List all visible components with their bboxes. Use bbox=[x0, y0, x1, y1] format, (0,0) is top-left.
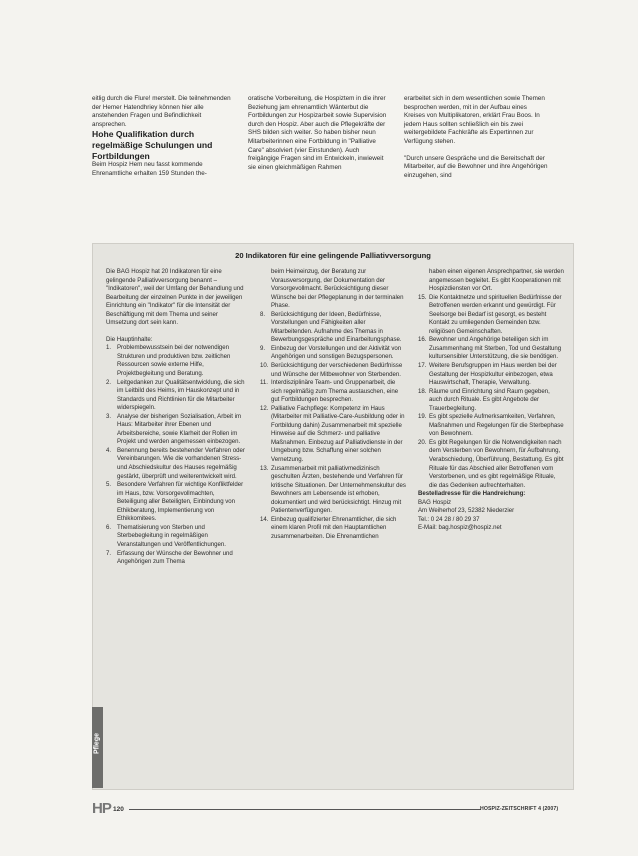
top-column-2 bbox=[248, 95, 390, 172]
indicator-item bbox=[106, 481, 246, 524]
indicator-text: Palliative Fachpflege: Kompetenz im Haus (Mitarbeiter mit Palliative-Care-Ausbildung oder in Fortbildung dahin) Zusammenarbeit mit spezielle Hinweise auf die Schmerz- und palliative Maßnahmen. Einbezug auf Palliativdienste in der Umgebung bzw. Schaffung einer solchen Vernetzung. bbox=[271, 404, 405, 464]
address-line: Tel.: 0 24 28 / 80 29 37 bbox=[418, 515, 480, 523]
indicator-item bbox=[418, 294, 564, 337]
indicator-text: Erfassung der Wünsche der Bewohner und Angehörigen zum Thema bbox=[117, 549, 233, 566]
indicator-text: Die Kontaktnetze und spirituellen Bedürfnisse der Betroffenen werden erkannt und gewürdigt. Für Seelsorge bei Bedarf ist gesorgt, es besteht Kontakt zu umliegenden Gemeinden bzw. religiösen Gemeinschaften. bbox=[429, 293, 562, 335]
indicator-item bbox=[106, 344, 246, 378]
indicator-text: Benennung bereits bestehender Verfahren oder Vereinbarungen. Wie die vorhandenen Stress- und Abschiedskultur des Hauses regelmäßig gestärkt, überprüft und weiterentwickelt wird. bbox=[117, 446, 245, 480]
address-line: Am Weiherhof 23, 52382 Niederzier bbox=[418, 507, 515, 515]
indicator-number: 16. bbox=[418, 336, 427, 344]
box-intro: Die BAG Hospiz hat 20 Indikatoren für eine gelingende Palliativversorgung benannt – "Indikatoren", weil der Umfang der Behandlung und Bearbeitung der einzelnen Punkte in der jeweiligen Einrichtung ein "Indikator" für die Intensität der Beschäftigung mit dem Thema und seiner Umsetzung dort sein kann. bbox=[106, 268, 244, 327]
indicator-text: Berücksichtigung der verschiedenen Bedürfnisse und Wünsche der Mitbewohner von Sterbenden. bbox=[271, 362, 403, 378]
box-column-2 bbox=[260, 268, 406, 542]
indicator-item bbox=[260, 516, 406, 542]
body-text: Beim Hospiz Hem neu fasst kommende Ehrenamtliche erhalten 159 Stunden the- bbox=[92, 161, 207, 177]
indicator-item bbox=[106, 447, 246, 481]
indicator-text: Leitgedanken zur Qualitätsentwicklung, die sich im Leitbild des Heims, im Hauskonzept und in Standards und Richtlinien für die Mitarbeiter widerspiegeln. bbox=[117, 378, 245, 412]
top-column-3 bbox=[404, 95, 548, 180]
indicator-text: Besondere Verfahren für wichtige Konfliktfelder im Haus, bzw. Vorsorgevollmachten, Beteiligung aller Beteiligten, Einbindung von Ethikberatung, Implementierung von Ethikkomitees. bbox=[117, 481, 244, 523]
indicator-item bbox=[418, 413, 564, 439]
box-title: 20 Indikatoren für eine gelingende Palliativversorgung bbox=[235, 251, 431, 260]
body-text: eitlig durch die Flure! merstelt. Die teilnehmenden der Hemer Hatendhriey können hier alle anstehenden Fragen und Befindlichkeit ansprechen. bbox=[92, 95, 231, 128]
indicator-number: 8. bbox=[260, 310, 266, 318]
address-line: BAG Hospiz bbox=[418, 498, 451, 506]
indicator-text: haben einen eigenen Ansprechpartner, sie werden angemessen begleitet. Es gibt Kooperationen mit Hospizdiensten vor Ort. bbox=[429, 268, 564, 293]
indicator-text: Interdisziplinäre Team- und Gruppenarbeit, die sich regelmäßig zum Thema austauschen, eine gut Fortbildungen besprechen. bbox=[271, 379, 399, 404]
indicator-item bbox=[260, 345, 406, 362]
indicator-item bbox=[418, 388, 564, 414]
indicator-text: Problembewusstsein bei der notwendigen Strukturen und produktiven bzw. zeitlichen Ressourcen sowie externe Hilfe, Projektbegleitung und Beratung. bbox=[117, 344, 231, 378]
address-block bbox=[418, 499, 564, 533]
indicator-item bbox=[418, 439, 564, 490]
indicator-number: 12. bbox=[260, 404, 269, 412]
indicator-text: Berücksichtigung der Ideen, Bedürfnisse, Vorstellungen und Fähigkeiten aller Mitarbeitenden. Aufnahme des Themas in Bewerbungsgespräche und Einarbeitungsphase. bbox=[271, 310, 402, 344]
address-line: E-Mail: bag.hospiz@hospiz.net bbox=[418, 524, 502, 532]
indicator-number: 1. bbox=[106, 344, 112, 352]
journal-logo: HP bbox=[92, 800, 111, 817]
body-text: "Durch unsere Gespräche und die Bereitschaft der Mitarbeiter, auf die Bewohner und ihre Angehörigen einzugehen, sind bbox=[404, 154, 548, 179]
indicator-number: 2. bbox=[106, 378, 112, 386]
indicator-item bbox=[106, 379, 246, 413]
indicator-number: 5. bbox=[106, 481, 112, 489]
box-column-1 bbox=[106, 268, 246, 567]
indicator-number: 17. bbox=[418, 362, 427, 370]
body-text: erarbeitet sich in dem wesentlichen sowie Themen besprochen werden, mit in der Aufbau eines Kreises von Multiplikatoren, erklärt Frau Boos. In jedem Haus sollten schließlich ein bis zwei weitergebildete Fachkräfte als Expertinnen zur Verfügung stehen. bbox=[404, 95, 545, 145]
indicator-number: 13. bbox=[260, 464, 269, 472]
indicator-list bbox=[106, 344, 246, 566]
indicator-item bbox=[260, 379, 406, 405]
indicator-text: Es gibt Regelungen für die Notwendigkeiten nach dem Versterben von Bewohnern, für Aufbahrung, Verabschiedung, Überführung, Bestattung. Es gibt Rituale für das Abschied aller Betroffenen vom Verstorbenen, und es gibt regelmäßige Rituale, die das Gedenken aufrechterhalten. bbox=[429, 438, 564, 489]
page-number: 120 bbox=[113, 806, 124, 813]
indicator-text: beim Heimeinzug, der Beratung zur Vorausversorgung, der Dokumentation der Vorsorgevollmacht. Berücksichtigung dieser Wünsche bei der Pflegeplanung in der terminalen Phase. bbox=[271, 268, 404, 310]
indicator-item bbox=[260, 405, 406, 465]
indicator-text: Thematisierung von Sterben und Sterbebegleitung in regelmäßigen Veranstaltungen und Veröffentlichungen. bbox=[117, 523, 226, 548]
box-column-3 bbox=[418, 268, 564, 533]
indicator-number: 4. bbox=[106, 446, 112, 454]
indicator-item bbox=[106, 413, 246, 447]
indicator-text: Einbezug qualifizierter Ehrenamtlicher, die sich einem klaren Profil mit den Hauptamtlichen zusammenarbeiten. Die Ehrenamtlichen bbox=[271, 515, 397, 540]
indicator-number: 9. bbox=[260, 344, 266, 352]
indicator-item bbox=[418, 362, 564, 388]
indicator-list bbox=[418, 268, 564, 490]
indicator-item bbox=[260, 465, 406, 516]
indicator-number: 7. bbox=[106, 549, 112, 557]
indicator-number: 11. bbox=[260, 379, 268, 387]
indicator-number: 20. bbox=[418, 438, 427, 446]
indicator-item bbox=[106, 550, 246, 567]
indicator-text: Weitere Berufsgruppen im Haus werden bei der Gestaltung der Hospizkultur einbezogen, etwa Hauswirtschaft, Therapie, Verwaltung. bbox=[429, 362, 557, 387]
indicator-text: Bewohner und Angehörige beteiligen sich im Zusammenhang mit Sterben, Tod und Gestaltung kultursensibler Unterstützung, die sie benötigen. bbox=[429, 336, 562, 361]
indicator-number: 10. bbox=[260, 362, 269, 370]
section-heading: Hohe Qualifikation durch regelmäßige Schulungen und Fortbildungen bbox=[92, 129, 213, 161]
indicator-item bbox=[260, 268, 406, 311]
indicator-text: Es gibt spezielle Aufmerksamkeiten, Verfahren, Maßnahmen und Regelungen für die Sterbephase von Bewohnern. bbox=[429, 413, 564, 438]
section-tab bbox=[92, 707, 103, 788]
section-tab-label: Pflege bbox=[93, 733, 101, 755]
body-text: oratische Vorbereitung, die Hospiztem in die ihrer Beziehung jam ehrenamtlich Wänterbut die Fortbildungen zur Hospizarbeit sowie Supervision durch den Hospiz. Aber auch die Pflegekräfte der SHS bilden sich weiter. So haben bisher neun Mitarbeiterinnen eine Fortbildung in "Palliative Care" absolviert (vier Einstunden). Auch freigängige Fragen sind im Entwickeln, inwieweit sie einen gleichmäßigen Rahmen bbox=[248, 95, 387, 171]
indicator-number: 6. bbox=[106, 523, 112, 531]
indicator-text: Räume und Einrichtung sind Raum gegeben, auch durch Rituale. Es gibt Angebote der Trauerbegleitung. bbox=[429, 387, 550, 412]
indicator-number: 18. bbox=[418, 387, 427, 395]
indicator-list bbox=[260, 268, 406, 542]
indicator-text: Zusammenarbeit mit palliativmedizinisch geschulten Ärzten, bestehende und Verfahren für kritische Situationen. Der Unternehmenskultur des Bewohners am Lebensende ist erhoben, dokumentiert und wird berücksichtigt. Hinzug mit Patientenverfügungen. bbox=[271, 464, 406, 515]
top-column-1 bbox=[92, 95, 234, 178]
footer-rule bbox=[129, 809, 481, 810]
indicator-number: 3. bbox=[106, 412, 112, 420]
address-heading: Bestelladresse für die Handreichung: bbox=[418, 490, 526, 498]
indicator-item bbox=[106, 524, 246, 550]
indicator-number: 15. bbox=[418, 293, 427, 301]
indicator-text: Einbezug der Vorstellungen und der Aktivität von Angehörigen und sonstigen Bezugspersonen. bbox=[271, 344, 402, 361]
indicator-item bbox=[260, 311, 406, 345]
indicator-number: 19. bbox=[418, 413, 427, 421]
journal-name: HOSPIZ-ZEITSCHRIFT 4 (2007) bbox=[480, 806, 559, 812]
indicator-number: 14. bbox=[260, 515, 269, 523]
indicator-item bbox=[418, 336, 564, 362]
indicator-item bbox=[260, 362, 406, 379]
indicator-item bbox=[418, 268, 564, 294]
group-label: Die Hauptinhalte: bbox=[106, 335, 153, 343]
indicator-text: Analyse der bisherigen Sozialisation, Arbeit im Haus: Mitarbeiter ihrer Ebenen und Arbeitsbereiche, sowie Klarheit der Rollen im Projekt und werden angemessen einbezogen. bbox=[117, 412, 242, 446]
